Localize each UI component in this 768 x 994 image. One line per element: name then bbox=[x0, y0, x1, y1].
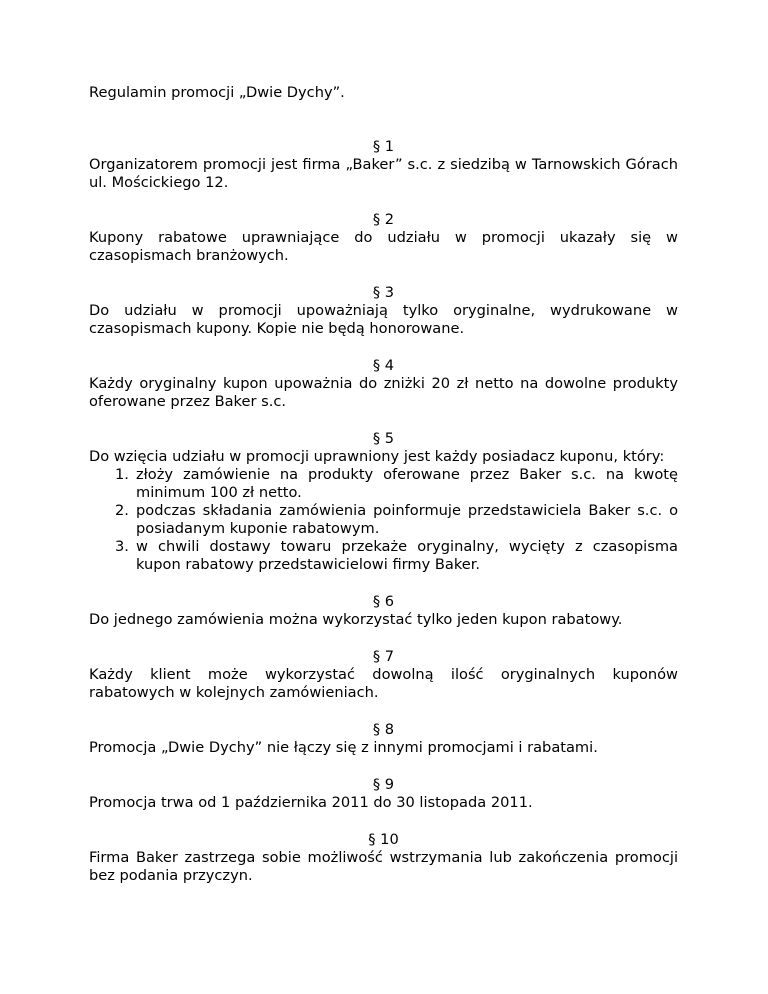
list-item-text: podczas składania zamówienia poinformuje przedstawiciela Baker s.c. o posiadanym kuponie rabatowym. bbox=[136, 502, 678, 537]
section-text: Do udziału w promocji upoważniają tylko oryginalne, wydrukowane w czasopismach kupony. Kopie nie będą honorowane. bbox=[89, 302, 678, 337]
section-heading: § 2 bbox=[372, 211, 395, 228]
section-7 bbox=[89, 648, 678, 702]
section-1 bbox=[89, 138, 678, 192]
list-item bbox=[89, 466, 678, 502]
section-text: Każdy klient może wykorzystać dowolną ilość oryginalnych kuponów rabatowych w kolejnych zamówieniach. bbox=[89, 666, 678, 701]
section-6 bbox=[89, 593, 678, 629]
section-2 bbox=[89, 211, 678, 265]
section-heading: § 5 bbox=[372, 430, 395, 447]
section-heading: § 3 bbox=[372, 284, 395, 301]
section-heading: § 1 bbox=[372, 138, 395, 155]
section-heading: § 8 bbox=[372, 721, 395, 738]
section-text: Do wzięcia udziału w promocji uprawniony jest każdy posiadacz kuponu, który: bbox=[89, 448, 665, 465]
section-heading: § 7 bbox=[372, 648, 395, 665]
section-text: Każdy oryginalny kupon upoważnia do zniżki 20 zł netto na dowolne produkty oferowane przez Baker s.c. bbox=[89, 375, 678, 410]
list-item bbox=[89, 502, 678, 538]
section-text: Promocja trwa od 1 października 2011 do 30 listopada 2011. bbox=[89, 794, 533, 811]
section-heading: § 9 bbox=[372, 776, 395, 793]
section-text: Do jednego zamówienia można wykorzystać tylko jeden kupon rabatowy. bbox=[89, 611, 623, 628]
list-item-number: 3. bbox=[115, 538, 129, 555]
section-heading: § 4 bbox=[372, 357, 395, 374]
section-heading: § 10 bbox=[368, 831, 399, 848]
section-10 bbox=[89, 831, 678, 885]
section-text: Promocja „Dwie Dychy” nie łączy się z innymi promocjami i rabatami. bbox=[89, 739, 598, 756]
section-9 bbox=[89, 776, 678, 812]
section-text: Organizatorem promocji jest firma „Baker” s.c. z siedzibą w Tarnowskich Górach ul. Mościckiego 12. bbox=[89, 156, 678, 191]
list-item-number: 2. bbox=[115, 502, 129, 519]
section-4 bbox=[89, 357, 678, 411]
section-text: Kupony rabatowe uprawniające do udziału w promocji ukazały się w czasopismach branżowych. bbox=[89, 229, 678, 264]
document-page bbox=[89, 84, 678, 885]
section-5 bbox=[89, 430, 678, 574]
list-item-text: złoży zamówienie na produkty oferowane przez Baker s.c. na kwotę minimum 100 zł netto. bbox=[136, 466, 678, 501]
section-3 bbox=[89, 284, 678, 338]
list-item bbox=[89, 538, 678, 574]
section-text: Firma Baker zastrzega sobie możliwość wstrzymania lub zakończenia promocji bez podania przyczyn. bbox=[89, 849, 678, 884]
section-heading: § 6 bbox=[372, 593, 395, 610]
list-item-text: w chwili dostawy towaru przekaże oryginalny, wycięty z czasopisma kupon rabatowy przedstawicielowi firmy Baker. bbox=[136, 538, 678, 573]
section-8 bbox=[89, 721, 678, 757]
conditions-list bbox=[89, 466, 678, 574]
list-item-number: 1. bbox=[115, 466, 129, 483]
document-title: Regulamin promocji „Dwie Dychy”. bbox=[89, 84, 345, 101]
